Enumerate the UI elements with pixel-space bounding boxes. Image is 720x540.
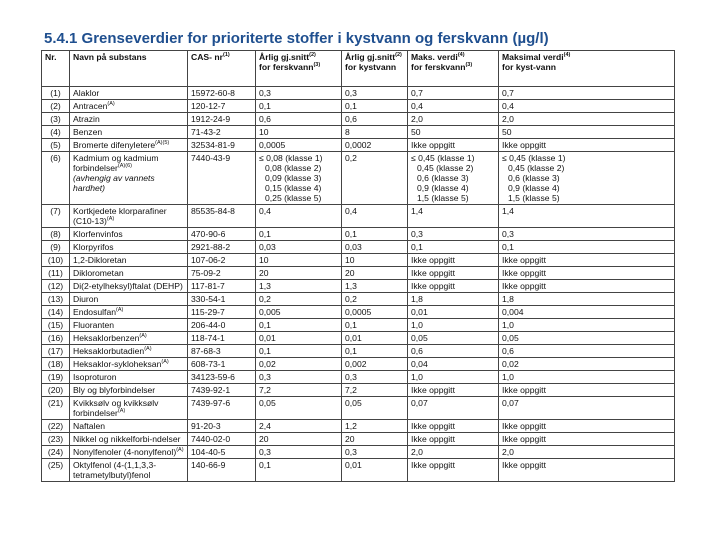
table-row [42,459,675,482]
avg-coast-value: 20 [342,433,408,446]
substance-name: Oktylfenol (4-(1,1,3,3-tetrametylbutyl)fenol [70,459,188,482]
avg-coast-value: 1,2 [342,420,408,433]
cas-number: 140-66-9 [188,459,256,482]
max-coast-value: 1,0 [499,319,675,332]
max-fresh-value: Ikke oppgitt [408,459,499,482]
page-title: 5.4.1 Grenseverdier for prioriterte stoffer i kystvann og ferskvann (µg/l) [44,30,549,47]
cas-number: 75-09-2 [188,267,256,280]
cas-number: 120-12-7 [188,100,256,113]
max-coast-value: 2,0 [499,446,675,459]
avg-coast-value: 10 [342,254,408,267]
header-cas: CAS- $nr^{(1)}$ [188,51,256,87]
max-fresh-value: 1,0 [408,371,499,384]
class-value-line: 1,5 (klasse 5) [417,193,469,203]
row-number: (23) [42,433,70,446]
row-number: (19) [42,371,70,384]
table-body [42,87,675,482]
table-row [42,152,675,205]
row-number: (3) [42,113,70,126]
row-number: (8) [42,228,70,241]
row-number: (11) [42,267,70,280]
table-row [42,280,675,293]
class-value-line: 0,6 (klasse 3) [417,173,469,183]
max-fresh-value: 0,6 [408,345,499,358]
max-coast-value: 0,07 [499,397,675,420]
max-fresh-value: Ikke oppgitt [408,254,499,267]
substance-name: Endosulfan$^{(A)}$ [70,306,188,319]
table-row [42,446,675,459]
table-row [42,228,675,241]
max-coast-value: Ikke oppgitt [499,267,675,280]
avg-fresh-value: 0,02 [256,358,342,371]
table-row [42,113,675,126]
max-fresh-value: 2,0 [408,113,499,126]
avg-coast-value: 0,03 [342,241,408,254]
avg-fresh-value: 0,1 [256,345,342,358]
cas-number: 71-43-2 [188,126,256,139]
substance-name: 1,2-Dikloretan [70,254,188,267]
row-number: (20) [42,384,70,397]
substance-name: Bly og blyforbindelser [70,384,188,397]
table-row [42,100,675,113]
avg-fresh-value: 0,4 [256,205,342,228]
row-number: (15) [42,319,70,332]
max-coast-value: Ikke oppgitt [499,433,675,446]
max-fresh-value: 0,3 [408,228,499,241]
class-value-line: 1,5 (klasse 5) [508,193,560,203]
avg-coast-value: 0,3 [342,371,408,384]
avg-fresh-value: 0,3 [256,371,342,384]
cas-number: 206-44-0 [188,319,256,332]
avg-fresh-value: 2,4 [256,420,342,433]
max-coast-value: Ikke oppgitt [499,254,675,267]
avg-fresh-value: 0,05 [256,397,342,420]
table-row [42,126,675,139]
avg-fresh-value: 20 [256,267,342,280]
avg-fresh-value: 0,005 [256,306,342,319]
row-number: (14) [42,306,70,319]
avg-fresh-value: 0,6 [256,113,342,126]
substance-name: Kortkjedete klorparafiner $(C10-13)^{(A)}$ [70,205,188,228]
row-number: (2) [42,100,70,113]
row-number: (7) [42,205,70,228]
substance-name: Klorfenvinfos [70,228,188,241]
avg-fresh-value [256,152,342,205]
avg-fresh-value: 20 [256,433,342,446]
cas-number: 118-74-1 [188,332,256,345]
cas-number: 7440-02-0 [188,433,256,446]
cas-number: 87-68-3 [188,345,256,358]
avg-fresh-value: 0,1 [256,100,342,113]
table-row [42,332,675,345]
table-row [42,420,675,433]
header-max-fresh: Maks. verdi$^{(4)}$ for ferskvann$^{(3)}$ [408,51,499,87]
table-row [42,241,675,254]
avg-fresh-value: 0,01 [256,332,342,345]
avg-fresh-value: 1,3 [256,280,342,293]
table-row [42,433,675,446]
substance-name: Bromerte difenyletere$^{(A)(5)}$ [70,139,188,152]
max-fresh-value: 1,4 [408,205,499,228]
max-coast-value: 0,004 [499,306,675,319]
cas-number: 34123-59-6 [188,371,256,384]
max-fresh-value: Ikke oppgitt [408,267,499,280]
class-value-line: ≤ 0,45 (klasse 1) [411,153,475,163]
row-number: (18) [42,358,70,371]
avg-coast-value: 7,2 [342,384,408,397]
max-coast-value: 0,4 [499,100,675,113]
avg-coast-value: 0,0005 [342,306,408,319]
cas-number: 470-90-6 [188,228,256,241]
table-row [42,87,675,100]
max-coast-value: 0,05 [499,332,675,345]
max-fresh-value: Ikke oppgitt [408,384,499,397]
table-row [42,345,675,358]
avg-coast-value: 1,3 [342,280,408,293]
avg-fresh-value: 10 [256,254,342,267]
class-value-line: 0,6 (klasse 3) [508,173,560,183]
limit-values-table [41,50,675,482]
max-fresh-value: 0,05 [408,332,499,345]
table-row [42,306,675,319]
class-value-line: ≤ 0,45 (klasse 1) [502,153,566,163]
avg-fresh-value: 0,3 [256,87,342,100]
max-coast-value: 50 [499,126,675,139]
max-coast-value: Ikke oppgitt [499,280,675,293]
substance-name: Diuron [70,293,188,306]
max-fresh-value: 0,01 [408,306,499,319]
substance-name: Nonylfenoler (4-nonylfenol)$^{(A)}$ [70,446,188,459]
substance-name: Antracen$^{(A)}$ [70,100,188,113]
avg-coast-value: 0,002 [342,358,408,371]
max-coast-value: Ikke oppgitt [499,384,675,397]
class-value-line: 0,45 (klasse 2) [508,163,565,173]
avg-fresh-value: 7,2 [256,384,342,397]
table-row [42,205,675,228]
substance-name: Kadmium og kadmium forbindelser$^{(A)(6)}$ (avhengig av vannets hardhet) [70,152,188,205]
max-fresh-value: 1,8 [408,293,499,306]
avg-fresh-value: 0,1 [256,319,342,332]
avg-coast-value: 0,1 [342,228,408,241]
row-number: (17) [42,345,70,358]
table-row [42,319,675,332]
max-fresh-value: Ikke oppgitt [408,420,499,433]
substance-name: Fluoranten [70,319,188,332]
cas-number: 7440-43-9 [188,152,256,205]
row-number: (1) [42,87,70,100]
max-fresh-value: Ikke oppgitt [408,139,499,152]
max-coast-value: 0,1 [499,241,675,254]
max-coast-value: Ikke oppgitt [499,459,675,482]
substance-name: Heksaklor-sykloheksan$^{(A)}$ [70,358,188,371]
cas-number: 85535-84-8 [188,205,256,228]
substance-name: Klorpyrifos [70,241,188,254]
avg-coast-value: 0,2 [342,152,408,205]
table-row [42,358,675,371]
substance-name: Naftalen [70,420,188,433]
max-fresh-value: 0,4 [408,100,499,113]
avg-fresh-value: 0,03 [256,241,342,254]
max-fresh-value [408,152,499,205]
cas-number: 608-73-1 [188,358,256,371]
substance-name: Isoproturon [70,371,188,384]
max-fresh-value: 0,04 [408,358,499,371]
substance-name: Heksaklorbutadien$^{(A)}$ [70,345,188,358]
avg-fresh-value: 0,2 [256,293,342,306]
table-row [42,371,675,384]
table-row [42,293,675,306]
avg-coast-value: 0,01 [342,332,408,345]
avg-fresh-value: 0,1 [256,228,342,241]
cas-number: 7439-92-1 [188,384,256,397]
cas-number: 330-54-1 [188,293,256,306]
header-avg-fresh: Årlig gj.snitt$^{(2)}$ for ferskvann$^{(3)}$ [256,51,342,87]
max-fresh-value: 1,0 [408,319,499,332]
row-number: (21) [42,397,70,420]
table-row [42,267,675,280]
max-fresh-value: Ikke oppgitt [408,433,499,446]
cas-number: 107-06-2 [188,254,256,267]
max-coast-value: 0,6 [499,345,675,358]
substance-name: Benzen [70,126,188,139]
row-number: (24) [42,446,70,459]
class-value-line: 0,09 (klasse 3) [265,173,322,183]
avg-coast-value: 20 [342,267,408,280]
substance-name: Nikkel og nikkelforbi-ndelser [70,433,188,446]
avg-coast-value: 0,3 [342,446,408,459]
max-coast-value: Ikke oppgitt [499,420,675,433]
max-fresh-value: 50 [408,126,499,139]
table-row [42,254,675,267]
row-number: (13) [42,293,70,306]
avg-coast-value: 0,01 [342,459,408,482]
cas-number: 115-29-7 [188,306,256,319]
table-row [42,384,675,397]
avg-fresh-value: 0,0005 [256,139,342,152]
class-value-line: 0,9 (klasse 4) [417,183,469,193]
row-number: (12) [42,280,70,293]
max-fresh-value: 0,1 [408,241,499,254]
cas-number: 7439-97-6 [188,397,256,420]
max-coast-value: 0,3 [499,228,675,241]
avg-coast-value: 0,1 [342,345,408,358]
max-coast-value: 0,02 [499,358,675,371]
class-value-line: 0,9 (klasse 4) [508,183,560,193]
class-value-line: 0,08 (klasse 2) [265,163,322,173]
max-coast-value: 1,8 [499,293,675,306]
cas-number: 91-20-3 [188,420,256,433]
substance-name: Kvikksølv og kvikksølv forbindelser$^{(A)}$ [70,397,188,420]
cas-number: 117-81-7 [188,280,256,293]
table-row [42,397,675,420]
cas-number: 1912-24-9 [188,113,256,126]
header-nr: Nr. [42,51,70,87]
max-coast-value: 0,7 [499,87,675,100]
substance-name: Alaklor [70,87,188,100]
class-value-line: 0,45 (klasse 2) [417,163,474,173]
class-value-line: ≤ 0,08 (klasse 1) [259,153,323,163]
avg-coast-value: 0,2 [342,293,408,306]
avg-coast-value: 0,4 [342,205,408,228]
cas-number: 104-40-5 [188,446,256,459]
cas-number: 15972-60-8 [188,87,256,100]
row-number: (16) [42,332,70,345]
avg-coast-value: 0,3 [342,87,408,100]
cas-number: 32534-81-9 [188,139,256,152]
cas-number: 2921-88-2 [188,241,256,254]
avg-coast-value: 0,1 [342,319,408,332]
row-number: (22) [42,420,70,433]
header-max-coast: Maksimal verdi$^{(4)}$ for kyst-vann [499,51,675,87]
max-fresh-value: 0,07 [408,397,499,420]
table-row [42,139,675,152]
row-number: (6) [42,152,70,205]
avg-fresh-value: 0,3 [256,446,342,459]
avg-coast-value: 0,05 [342,397,408,420]
substance-name: Di(2-etylheksyl)ftalat (DEHP) [70,280,188,293]
table-header-row [42,51,675,87]
avg-coast-value: 0,0002 [342,139,408,152]
row-number: (9) [42,241,70,254]
avg-fresh-value: 0,1 [256,459,342,482]
row-number: (25) [42,459,70,482]
substance-name: Diklorometan [70,267,188,280]
row-number: (4) [42,126,70,139]
max-fresh-value: 0,7 [408,87,499,100]
row-number: (10) [42,254,70,267]
avg-coast-value: 8 [342,126,408,139]
max-coast-value: 1,4 [499,205,675,228]
max-coast-value [499,152,675,205]
avg-coast-value: 0,1 [342,100,408,113]
class-value-line: 0,25 (klasse 5) [265,193,322,203]
max-coast-value: 1,0 [499,371,675,384]
max-fresh-value: Ikke oppgitt [408,280,499,293]
class-value-line: 0,15 (klasse 4) [265,183,322,193]
max-fresh-value: 2,0 [408,446,499,459]
header-name: Navn på substans [70,51,188,87]
substance-name: Heksaklorbenzen$^{(A)}$ [70,332,188,345]
header-avg-coast: Årlig gj.snitt$^{(2)}$ for kystvann [342,51,408,87]
substance-name: Atrazin [70,113,188,126]
max-coast-value: Ikke oppgitt [499,139,675,152]
avg-fresh-value: 10 [256,126,342,139]
max-coast-value: 2,0 [499,113,675,126]
avg-coast-value: 0,6 [342,113,408,126]
row-number: (5) [42,139,70,152]
